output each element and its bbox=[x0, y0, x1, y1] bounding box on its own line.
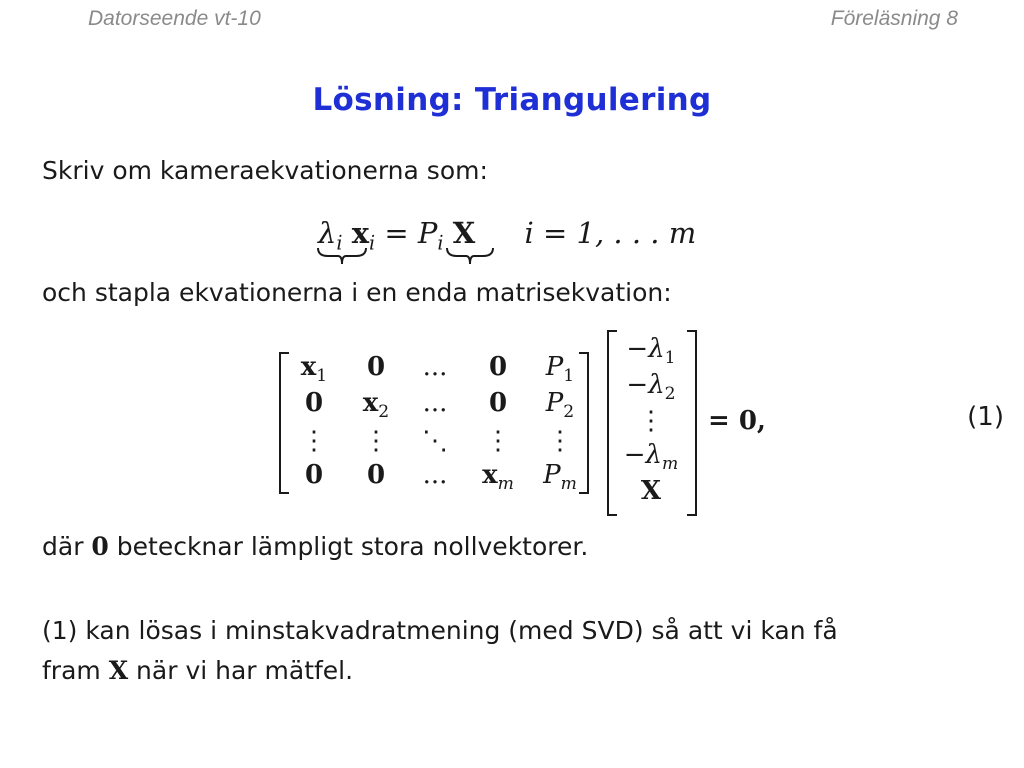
vector-cell: $-\lambda_m$ bbox=[623, 440, 679, 474]
slide-title: Lösning: Triangulering bbox=[312, 82, 712, 118]
vector-cell: ⋮ bbox=[638, 406, 664, 436]
matrix-cell: 0 bbox=[304, 388, 324, 418]
matrix-cell: 0 bbox=[304, 460, 324, 490]
lambda-term: $\lambda_i$ bbox=[318, 216, 343, 250]
paragraph-svd-line2: fram X när vi har mätfel. bbox=[42, 656, 354, 685]
rhs-zero: = 0, bbox=[708, 406, 766, 436]
index-range: i = 1, . . . m bbox=[524, 216, 697, 250]
matrix-cell: ⋮ bbox=[485, 426, 511, 456]
left-bracket-icon bbox=[606, 330, 618, 516]
matrix-cell: ⋮ bbox=[547, 426, 573, 456]
paragraph-intro: Skriv om kameraekvationerna som: bbox=[42, 156, 488, 185]
matrix-cell: $x_m$ bbox=[482, 460, 514, 494]
matrix-cell: $x_2$ bbox=[362, 388, 390, 422]
paragraph-stack: och stapla ekvationerna i en enda matrisekvation: bbox=[42, 278, 672, 307]
matrix-cell: ⋮ bbox=[363, 426, 389, 456]
matrix-cell: $P_2$ bbox=[545, 388, 575, 422]
matrix-cell: $x_1$ bbox=[300, 352, 328, 386]
paragraph-svd-line1: (1) kan lösas i minstakvadratmening (med SVD) så att vi kan få bbox=[42, 616, 838, 645]
header-course: Datorseende vt-10 bbox=[88, 7, 261, 30]
underbrace-icon bbox=[445, 246, 495, 266]
vector-cell: X bbox=[640, 476, 662, 506]
matrix-equation bbox=[278, 330, 798, 518]
vector-cell: $-\lambda_2$ bbox=[626, 370, 676, 404]
matrix-cell: 0 bbox=[488, 352, 508, 382]
matrix-cell: ⋮ bbox=[301, 426, 327, 456]
matrix-cell: $P_m$ bbox=[543, 460, 577, 494]
paragraph-zero-def: där 0 betecknar lämpligt stora nollvektorer. bbox=[42, 532, 589, 561]
matrix-cell: ... bbox=[422, 388, 448, 418]
vector-cell: $-\lambda_1$ bbox=[626, 334, 676, 368]
point-term: X bbox=[453, 216, 476, 250]
header-lecture: Föreläsning 8 bbox=[830, 7, 958, 30]
right-bracket-icon bbox=[686, 330, 698, 516]
matrix-cell: $P_1$ bbox=[545, 352, 575, 386]
matrix-cell: ... bbox=[422, 352, 448, 382]
camera-equation: $\lambda_i$ $x_i = P_i$ X i = 1, . . . m bbox=[318, 216, 696, 264]
matrix-cell: ... bbox=[422, 460, 448, 490]
matrix-cell: 0 bbox=[366, 352, 386, 382]
underbrace-icon bbox=[316, 246, 368, 266]
matrix-cell: 0 bbox=[366, 460, 386, 490]
equation-number: (1) bbox=[967, 402, 1004, 432]
matrix-cell: ⋱ bbox=[422, 426, 448, 456]
matrix-cell: 0 bbox=[488, 388, 508, 418]
